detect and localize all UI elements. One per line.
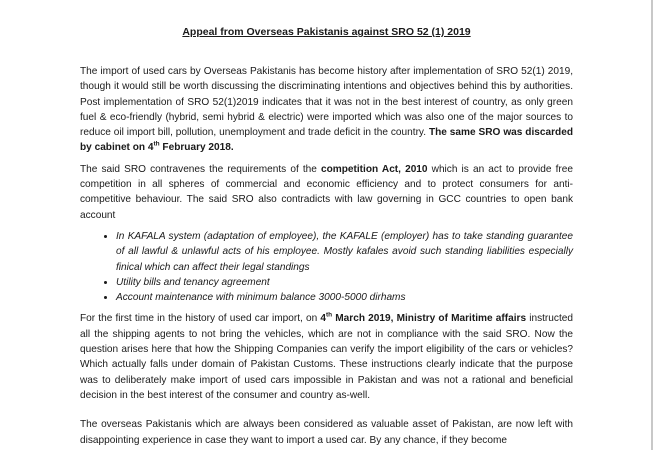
paragraph-4: The overseas Pakistanis which are always been considered as valuable asset of Pakistan, are now left with disappointing experience in case they want to import a used car. By any chance, if they become — [80, 419, 573, 446]
paragraph-1 — [80, 64, 573, 156]
list-item: • Utility bills and tenancy agreement — [116, 275, 573, 290]
paragraph-1-text: The import of used cars by Overseas Pakistanis has become history after implementation of SRO 52(1) 2019, though it would still be worth discussing the discriminating intentions and objectives behind this by authorities. Post implementation of SRO 52(1)2019 indicates that it was not in the best interest of country, as only green fuel & eco-friendly (hybrid, semi hybrid & electric) were imported which was also one of the major sources to reduce oil import bill, pollution, unemployment and trade deficit in the country. — [80, 66, 573, 139]
list-item: • Account maintenance with minimum balance 3000-5000 dirhams — [116, 290, 573, 305]
document-body — [80, 64, 573, 450]
document-title: Appeal from Overseas Pakistanis against SRO 52 (1) 2019 — [182, 26, 471, 38]
paragraph-2: The said SRO contravenes the requirements of the competition Act, 2010 which is an act to provide free competition in all spheres of commercial and economic efficiency and to protect consumers for anti-competitive behaviour. The said SRO also contradicts with law governing in GCC countries to open bank account — [80, 163, 573, 221]
competition-act: competition Act, 2010 — [320, 163, 428, 175]
paragraph-3-bold: 4th March 2019, Ministry of Maritime affairs — [320, 312, 527, 325]
paragraph-1-bold: The same SRO was discarded by cabinet on 4th February 2018. — [80, 127, 573, 154]
list-item: • In KAFALA system (adaptation of employee), the KAFALE (employer) has to take standing guarantee of all lawful & unlawful acts of his employee. Mostly kafales avoid such standing liabilities especially finical which can affect their legal standings — [116, 229, 573, 275]
requirements-list — [80, 229, 573, 305]
paragraph-3: For the first time in the history of used car import, on 4th March 2019, Ministry of Maritime affairs instructed all the shipping agents to not bring the vehicles, which are not in compliance with the said SRO. Now the question arises here that how the Shipping Companies can verify the import eligibility of the cars or vehicles? Which actually falls under domain of Pakistan Customs. These instructions clearly indicate that the purpose was to deliberately make import of used cars impossible in Pakistan and was not a rational and beneficial decision in the best interest of the consumer and country as-well. — [80, 312, 573, 401]
